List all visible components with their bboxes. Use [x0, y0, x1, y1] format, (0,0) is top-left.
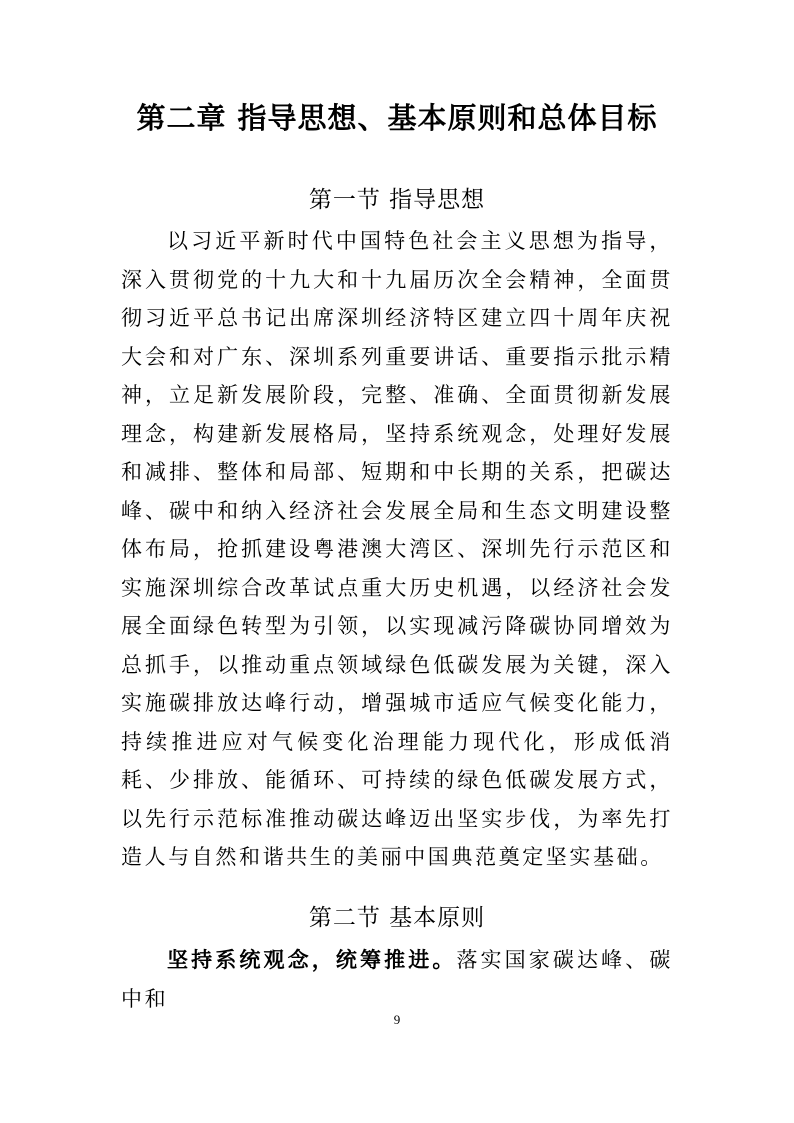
principle-lead-bold: 坚持系统观念，统筹推进。	[167, 948, 457, 972]
section-heading-basic-principles: 第二节 基本原则	[308, 905, 486, 931]
page-number: 9	[393, 1012, 401, 1027]
principle-text: 落实国家碳达峰、碳中和	[121, 948, 673, 1011]
chapter-title: 第二章 指导思想、基本原则和总体目标	[136, 101, 658, 135]
guiding-ideology-paragraph: 以习近平新时代中国特色社会主义思想为指导，深入贯彻党的十九大和十九届历次全会精神，全面贯彻习近平总书记出席深圳经济特区建立四十周年庆祝大会和对广东、深圳系列重要讲话、重要指示批示精神，立足新发展阶段，完整、准确、全面贯彻新发展理念，构建新发展格局，坚持系统观念，处理好发展和减排、整体和局部、短期和中长期的关系，把碳达峰、碳中和纳入经济社会发展全局和生态文明建设整体布局，抢抓建设粤港澳大湾区、深圳先行示范区和实施深圳综合改革试点重大历史机遇，以经济社会发展全面绿色转型为引领，以实现减污降碳协同增效为总抓手，以推动重点领域绿色低碳发展为关键，深入实施碳排放达峰行动，增强城市适应气候变化能力，持续推进应对气候变化治理能力现代化，形成低消耗、少排放、能循环、可持续的绿色低碳发展方式，以先行示范标准推动碳达峰迈出坚实步伐，为率先打造人与自然和谐共生的美丽中国典范奠定坚实基础。	[121, 229, 673, 869]
section-heading-guiding-ideology: 第一节 指导思想	[308, 187, 486, 213]
basic-principles-paragraph	[121, 941, 673, 1018]
